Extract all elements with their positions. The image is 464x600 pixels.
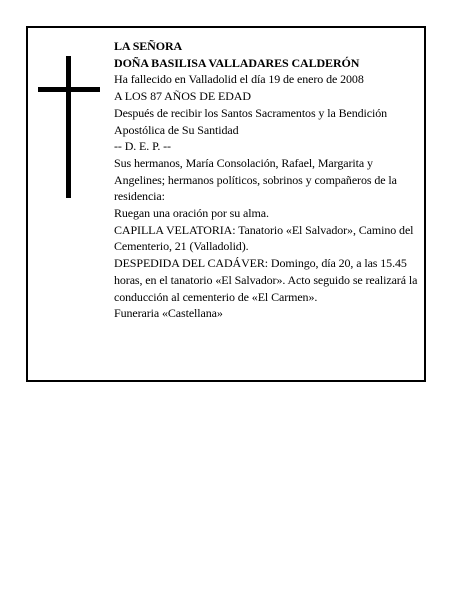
rest-in-peace: -- D. E. P. -- <box>114 139 171 154</box>
cross-horizontal-bar <box>38 87 100 92</box>
deceased-name: DOÑA BASILISA VALLADARES CALDERÓN <box>114 55 360 70</box>
funeral-details: DESPEDIDA DEL CADÁVER: Domingo, día 20, a las 15.45 horas, en el tanatorio «El Salvador». Acto seguido se realizará la conducción al cementerio de «El Carmen». <box>114 256 418 304</box>
notice-title: LA SEÑORA <box>114 39 183 53</box>
sacraments-note: Después de recibir los Santos Sacramentos y la Bendición Apostólica de Su Santidad <box>114 105 388 137</box>
wake-location: CAPILLA VELATORIA: Tanatorio «El Salvador», Camino del Cementerio, 21 (Valladolid). <box>114 222 414 254</box>
cross-vertical-bar <box>66 56 71 198</box>
age-at-death: A LOS 87 AÑOS DE EDAD <box>114 89 251 104</box>
prayer-request: Ruegan una oración por su alma. <box>114 206 269 221</box>
death-announcement: Ha fallecido en Valladolid el día 19 de enero de 2008 <box>114 72 364 87</box>
obituary-notice <box>26 26 426 382</box>
cross-icon <box>38 56 100 198</box>
family-members: Sus hermanos, María Consolación, Rafael, Margarita y Angelines; hermanos políticos, sobrinos y compañeros de la residencia: <box>114 155 397 204</box>
notice-text <box>114 38 426 322</box>
funeral-home: Funeraria «Castellana» <box>114 306 223 321</box>
